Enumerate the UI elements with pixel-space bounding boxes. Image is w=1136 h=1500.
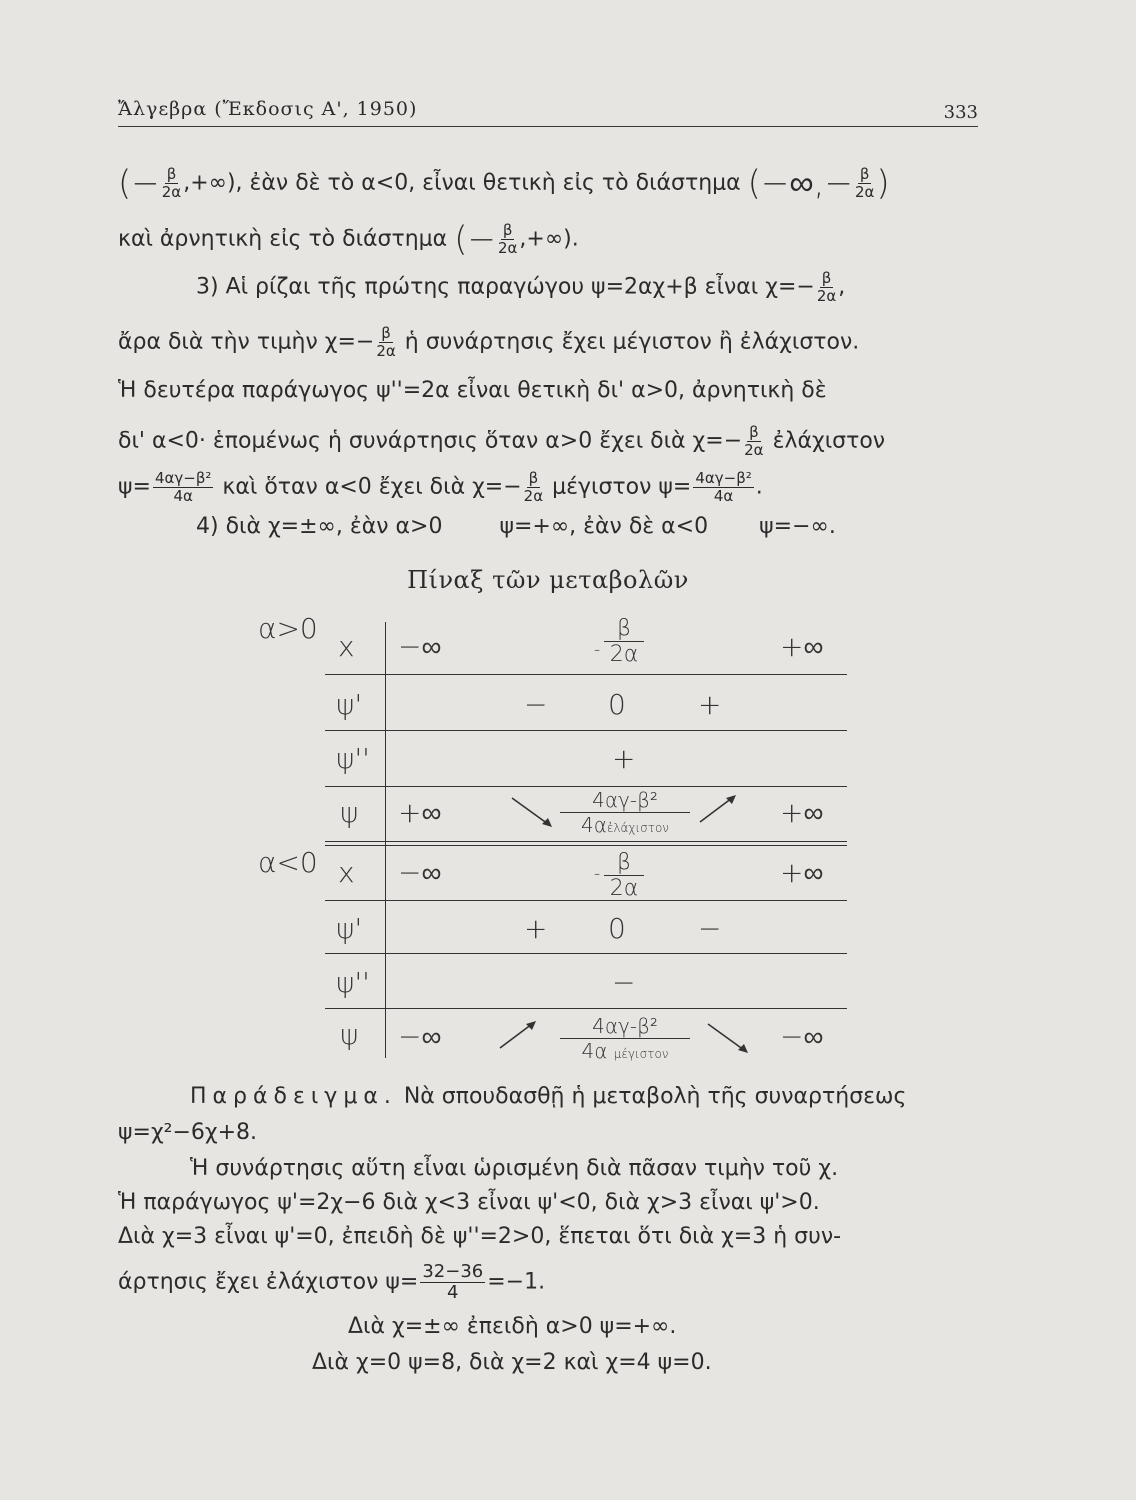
arrow-increasing-icon — [696, 792, 740, 828]
fraction: $\frac{\beta}{2\alpha}$ — [816, 269, 837, 305]
example-line-4 — [118, 1188, 978, 1218]
row-label-x: x — [338, 630, 355, 663]
paren-text: (− — [118, 163, 160, 204]
row-line — [325, 845, 847, 846]
text-span: Διὰ χ=3 εἶναι ψ'=0, ἐπειδὴ δὲ ψ''=2>0, ἕπεται ὅτι διὰ χ=3 ἡ συν- — [118, 1224, 842, 1249]
page-header — [118, 96, 978, 127]
fraction: $\frac{\beta}{2\alpha}$ — [523, 469, 544, 505]
row-label-d2: ψ'' — [336, 966, 370, 999]
text-line-3 — [196, 270, 1056, 305]
cell-x-left: −∞ — [398, 856, 442, 889]
text-span: ψ=+∞, ἐὰν δὲ α<0 — [499, 514, 709, 539]
fraction: $\frac{\beta}{2\alpha}$ — [854, 165, 875, 201]
cell-f-max: 4αγ-β² 4α μέγιστον — [560, 1014, 690, 1063]
cell-x-crit-sign: - — [594, 864, 601, 884]
running-title: Ἄλγεβρα (Ἔκδοσις Α', 1950) — [118, 98, 418, 120]
row-line — [325, 841, 847, 842]
row-label-f: ψ — [340, 1018, 359, 1051]
text-span: , — [838, 274, 846, 300]
text-span: ἄρα διὰ τὴν τιμὴν χ=− — [118, 329, 375, 355]
paren-text: ) — [876, 163, 890, 204]
row-label-f: ψ — [340, 796, 359, 829]
text-span: ψ=−∞. — [759, 514, 836, 539]
row-line — [325, 1008, 847, 1009]
example-line-5 — [118, 1222, 978, 1252]
example-label: Παράδειγμα. — [190, 1084, 397, 1109]
row-label-x: x — [338, 856, 355, 889]
text-span: ψ= — [118, 474, 151, 500]
row-line — [325, 786, 847, 787]
text-span: ,+∞ — [183, 170, 227, 196]
paren-text: (− — [454, 219, 496, 260]
cell-f-min: 4αγ-β² 4αἐλάχιστον — [560, 788, 690, 837]
text-span: καὶ ὅταν α<0 ἔχει διὰ χ=− — [222, 474, 522, 500]
text-span: άρτησις ἔχει ἐλάχιστον ψ= — [118, 1269, 419, 1295]
text-span: =−1. — [487, 1269, 546, 1295]
text-span: . — [755, 474, 763, 500]
fraction: $\frac{\text{4αγ−β²}}{4\alpha}$ — [695, 469, 752, 505]
paren-text: (−∞,− — [747, 163, 853, 204]
cell-d1-left: − — [524, 688, 548, 721]
cell-d1-right: − — [698, 912, 722, 945]
cell-x-crit: β 2α — [604, 850, 644, 901]
example-line-1 — [190, 1082, 1050, 1112]
fraction: $\frac{\beta}{2\alpha}$ — [497, 221, 518, 257]
arrow-decreasing-icon — [508, 794, 558, 830]
cell-d1-right: + — [698, 688, 722, 721]
text-span: δι' α<0· ἑπομένως ἡ συνάρτησις ὅταν α>0 ἔχει διὰ χ=− — [118, 428, 743, 454]
table-divider — [385, 622, 386, 1058]
text-span: Διὰ χ=0 ψ=8, διὰ χ=2 καὶ χ=4 ψ=0. — [312, 1350, 712, 1375]
cell-f-left: +∞ — [398, 796, 442, 829]
text-line-4 — [118, 325, 978, 360]
cell-f-left: −∞ — [398, 1020, 442, 1053]
example-line-7 — [348, 1312, 1136, 1342]
row-label-d1: ψ' — [336, 688, 363, 721]
fraction: $\frac{\beta}{2\alpha}$ — [161, 165, 182, 201]
cell-f-right: +∞ — [780, 796, 824, 829]
example-line-8 — [312, 1348, 1136, 1378]
example-line-6 — [118, 1262, 978, 1303]
row-label-d1: ψ' — [336, 912, 363, 945]
case-positive-label: α>0 — [258, 612, 318, 645]
fraction: $\frac{\beta}{2\alpha}$ — [376, 324, 396, 360]
text-span: Διὰ χ=±∞ ἐπειδὴ α>0 ψ=+∞. — [348, 1314, 677, 1339]
text-span: Ἡ δευτέρα παράγωγος ψ''=2α εἶναι θετικὴ δι' α>0, ἀρνητικὴ δὲ — [118, 378, 827, 403]
text-span: μέγιστον ψ= — [552, 474, 692, 500]
row-label-d2: ψ'' — [336, 742, 370, 775]
text-span: 4) διὰ χ=±∞, ἐὰν α>0 — [196, 514, 443, 539]
cell-d2: − — [612, 966, 636, 999]
text-line-5 — [118, 376, 978, 406]
text-line-8 — [196, 512, 1056, 542]
cell-x-right: +∞ — [780, 856, 824, 889]
cell-d2: + — [612, 742, 636, 775]
text-span: 3) Αἱ ρίζαι τῆς πρώτης παραγώγου ψ=2αχ+β εἶναι χ=− — [196, 274, 815, 300]
text-line-1 — [118, 163, 978, 204]
cell-f-right: −∞ — [780, 1020, 824, 1053]
arrow-decreasing-icon — [704, 1020, 754, 1056]
row-line — [325, 900, 847, 901]
fraction: $\frac{\text{4αγ−β²}}{4\alpha}$ — [154, 469, 212, 505]
example-line-2 — [118, 1118, 978, 1148]
case-negative-label: α<0 — [258, 846, 318, 879]
cell-x-crit-sign: - — [594, 640, 601, 660]
arrow-increasing-icon — [496, 1018, 540, 1054]
cell-d1-mid: 0 — [608, 912, 626, 945]
cell-d1-left: + — [524, 912, 548, 945]
text-span: Ἡ συνάρτησις αὕτη εἶναι ὡρισμένη διὰ πᾶσαν τιμὴν τοῦ χ. — [190, 1156, 839, 1181]
text-span: ψ=χ²−6χ+8. — [118, 1120, 258, 1145]
cell-d1-mid: 0 — [608, 688, 626, 721]
text-line-2 — [118, 219, 978, 260]
text-span: Νὰ σπουδασθῇ ἡ μεταβολὴ τῆς συναρτήσεως — [403, 1084, 907, 1109]
example-line-3 — [190, 1154, 1050, 1184]
fraction: $\frac{32-36}{4}$ — [422, 1261, 484, 1303]
text-span: ), ἐὰν δὲ τὸ α<0, εἶναι θετικὴ εἰς τὸ διάστημα — [226, 170, 741, 196]
text-span: ,+∞). — [519, 226, 579, 252]
row-line — [325, 674, 847, 675]
table-title: Πίναξ τῶν μεταβολῶν — [407, 566, 689, 594]
page-number: 333 — [943, 102, 978, 123]
text-line-7 — [118, 470, 978, 505]
row-line — [325, 953, 847, 954]
text-span: καὶ ἀρνητικὴ εἰς τὸ διάστημα — [118, 226, 448, 252]
cell-x-crit: β 2α — [604, 616, 644, 667]
text-line-6 — [118, 424, 978, 459]
fraction: $\frac{\beta}{2\alpha}$ — [744, 423, 764, 459]
text-span: ἡ συνάρτησις ἔχει μέγιστον ἢ ἐλάχιστον. — [404, 329, 860, 355]
row-line — [325, 730, 847, 731]
text-span: ἐλάχιστον — [772, 428, 886, 454]
cell-x-left: −∞ — [398, 630, 442, 663]
cell-x-right: +∞ — [780, 630, 824, 663]
text-span: Ἡ παράγωγος ψ'=2χ−6 διὰ χ<3 εἶναι ψ'<0, διὰ χ>3 εἶναι ψ'>0. — [118, 1190, 820, 1215]
